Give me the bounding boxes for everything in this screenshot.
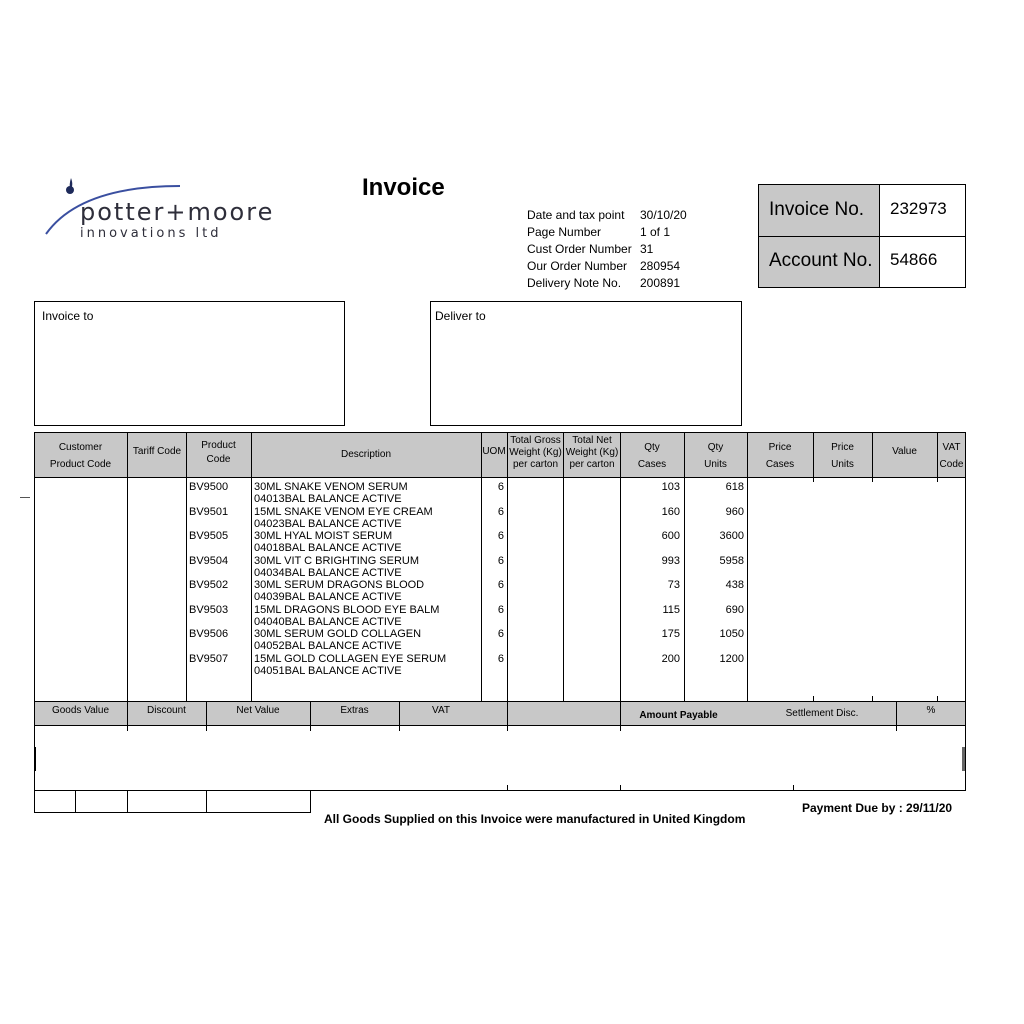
header-line: Price <box>768 442 792 453</box>
totals-divider <box>206 791 207 813</box>
table-row <box>34 604 966 628</box>
product-code: BV9500 <box>189 481 229 493</box>
header-line: Product Code <box>49 459 112 470</box>
table-row <box>34 506 966 530</box>
header-line: Cases <box>637 459 667 470</box>
header-line: Qty <box>644 442 660 453</box>
header-price-cases <box>747 439 813 473</box>
header-price-units <box>813 439 872 473</box>
invoice-to-label: Invoice to <box>42 309 94 323</box>
margin-mark <box>20 497 30 498</box>
payment-due: Payment Due by : 29/11/20 <box>802 801 953 815</box>
item-description: 30ML SERUM GOLD COLLAGEN <box>254 628 422 640</box>
meta-row <box>527 241 687 258</box>
meta-value: 30/10/20 <box>640 208 687 222</box>
qty-units: 1200 <box>719 652 744 665</box>
company-logo <box>40 176 320 246</box>
table-row <box>34 530 966 554</box>
item-subline: 04018BAL BALANCE ACTIVE <box>254 542 402 554</box>
qty-cases: 175 <box>661 628 680 640</box>
qty-cases: 73 <box>667 579 680 591</box>
meta-row <box>527 258 687 275</box>
invoice-no-label-cell <box>759 185 880 237</box>
meta-row <box>527 275 687 292</box>
meta-value: 31 <box>640 242 654 256</box>
header-line: Total Net <box>572 435 612 446</box>
discount-label: Discount <box>147 705 186 716</box>
item-subline: 04040BAL BALANCE ACTIVE <box>254 615 402 628</box>
items-table <box>34 432 966 702</box>
header-line: Units <box>831 459 854 470</box>
item-uom: 6 <box>497 505 504 518</box>
header-qty-cases <box>620 439 684 473</box>
item-subline: 04039BAL BALANCE ACTIVE <box>254 591 402 603</box>
settlement-disc-label: Settlement Disc. <box>785 708 859 719</box>
totals-divider <box>507 785 508 791</box>
header-uom: UOM <box>482 446 506 457</box>
meta-label: Our Order Number <box>527 259 628 273</box>
header-line: Code <box>939 459 964 470</box>
item-uom: 6 <box>497 530 504 542</box>
qty-units: 960 <box>725 505 744 518</box>
account-no-value-cell <box>880 237 965 287</box>
item-description: 30ML VIT C BRIGHTING SERUM <box>254 554 420 567</box>
qty-cases: 160 <box>661 505 680 518</box>
totals-side-mark <box>34 747 36 771</box>
totals-side-mark <box>962 747 965 771</box>
qty-units: 1050 <box>719 628 744 640</box>
item-description: 30ML SERUM DRAGONS BLOOD <box>254 579 425 591</box>
item-subline: 04013BAL BALANCE ACTIVE <box>254 493 402 505</box>
item-description: 15ML GOLD COLLAGEN EYE SERUM <box>254 652 447 665</box>
meta-value: 1 of 1 <box>640 225 671 239</box>
item-description: 15ML DRAGONS BLOOD EYE BALM <box>254 603 440 616</box>
header-vat-code <box>937 439 966 473</box>
deliver-to-box <box>430 301 742 426</box>
meta-row <box>527 224 687 241</box>
table-row <box>34 555 966 579</box>
qty-units: 5958 <box>719 554 744 567</box>
document-title: Invoice <box>362 174 445 201</box>
account-no-label: Account No. <box>769 250 873 271</box>
origin-note: All Goods Supplied on this Invoice were manufactured in United Kingdom <box>324 812 746 826</box>
item-subline: 04034BAL BALANCE ACTIVE <box>254 566 402 579</box>
qty-cases: 200 <box>661 652 680 665</box>
product-code: BV9507 <box>189 652 229 665</box>
item-description: 30ML SNAKE VENOM SERUM <box>254 481 408 493</box>
qty-cases: 600 <box>661 530 680 542</box>
meta-label: Page Number <box>527 225 602 239</box>
header-qty-units <box>684 439 747 473</box>
header-line: Units <box>704 459 727 470</box>
meta-label: Delivery Note No. <box>527 276 622 290</box>
item-uom: 6 <box>497 628 504 640</box>
totals-divider <box>75 791 76 813</box>
invoice-no-label: Invoice No. <box>769 199 865 220</box>
meta-row <box>527 207 687 224</box>
vat-label: VAT <box>432 705 450 716</box>
header-customer-product-code <box>34 439 127 473</box>
invoice-account-box <box>758 184 966 288</box>
product-code: BV9501 <box>189 505 229 518</box>
header-line: per carton <box>512 459 559 470</box>
account-no-label-cell <box>759 237 880 287</box>
header-line: Product <box>201 440 236 451</box>
header-total-net <box>563 435 621 471</box>
header-line: Total Gross <box>510 435 561 446</box>
qty-cases: 993 <box>661 554 680 567</box>
table-row <box>34 481 966 505</box>
item-description: 15ML SNAKE VENOM EYE CREAM <box>254 505 433 518</box>
totals-section <box>34 701 966 813</box>
header-total-gross <box>507 435 564 471</box>
table-row <box>34 579 966 603</box>
totals-divider <box>127 791 128 813</box>
header-line: Qty <box>707 442 724 453</box>
header-line: Cases <box>765 459 795 470</box>
deliver-to-label: Deliver to <box>435 309 486 323</box>
table-row <box>34 628 966 652</box>
qty-cases: 115 <box>662 603 680 616</box>
invoice-no-value-cell <box>880 185 965 237</box>
header-product-code <box>186 439 251 467</box>
header-line: Weight (Kg) <box>565 447 619 458</box>
totals-divider <box>793 785 794 791</box>
header-line: Weight (Kg) <box>509 447 562 458</box>
header-description: Description <box>340 449 392 460</box>
header-line: Customer <box>58 442 103 453</box>
totals-divider <box>620 785 621 791</box>
header-line: VAT <box>942 442 961 453</box>
product-code: BV9506 <box>189 628 229 640</box>
header-value: Value <box>892 446 917 457</box>
header-tariff-code: Tariff Code <box>132 446 182 457</box>
amount-payable-label: Amount Payable <box>639 710 718 721</box>
extras-label: Extras <box>340 705 369 716</box>
invoice-no-value: 232973 <box>890 199 947 218</box>
item-subline: 04051BAL BALANCE ACTIVE <box>254 664 402 677</box>
item-description: 30ML HYAL MOIST SERUM <box>254 530 393 542</box>
qty-units: 438 <box>725 579 744 591</box>
net-value-label: Net Value <box>236 705 280 716</box>
invoice-to-box <box>34 301 345 426</box>
item-uom: 6 <box>497 652 504 665</box>
invoice-meta <box>527 207 687 292</box>
meta-value: 200891 <box>640 276 681 290</box>
product-code: BV9502 <box>189 579 229 591</box>
table-row <box>34 653 966 677</box>
product-code: BV9503 <box>189 603 229 616</box>
header-line: Code <box>206 454 231 465</box>
goods-value-label: Goods Value <box>51 705 110 716</box>
qty-cases: 103 <box>661 481 680 493</box>
meta-label: Cust Order Number <box>527 242 632 256</box>
product-code: BV9504 <box>189 554 229 567</box>
company-name: potter+moore <box>80 198 275 226</box>
qty-units: 690 <box>725 603 744 616</box>
header-line: per carton <box>569 459 615 470</box>
item-uom: 6 <box>497 554 504 567</box>
meta-label: Date and tax point <box>527 208 625 222</box>
company-subtitle: innovations ltd <box>80 226 222 241</box>
item-subline: 04052BAL BALANCE ACTIVE <box>254 640 402 652</box>
header-line: Price <box>831 442 854 453</box>
header-divider <box>34 477 966 478</box>
totals-header-divider <box>34 725 966 726</box>
qty-units: 3600 <box>719 530 744 542</box>
percent-label: % <box>926 705 936 716</box>
qty-units: 618 <box>725 481 744 493</box>
item-uom: 6 <box>497 579 504 591</box>
item-uom: 6 <box>497 603 504 616</box>
product-code: BV9505 <box>189 530 229 542</box>
account-no-value: 54866 <box>890 250 938 269</box>
meta-value: 280954 <box>640 259 681 273</box>
item-subline: 04023BAL BALANCE ACTIVE <box>254 517 402 530</box>
item-uom: 6 <box>497 481 504 493</box>
totals-divider <box>507 701 508 731</box>
